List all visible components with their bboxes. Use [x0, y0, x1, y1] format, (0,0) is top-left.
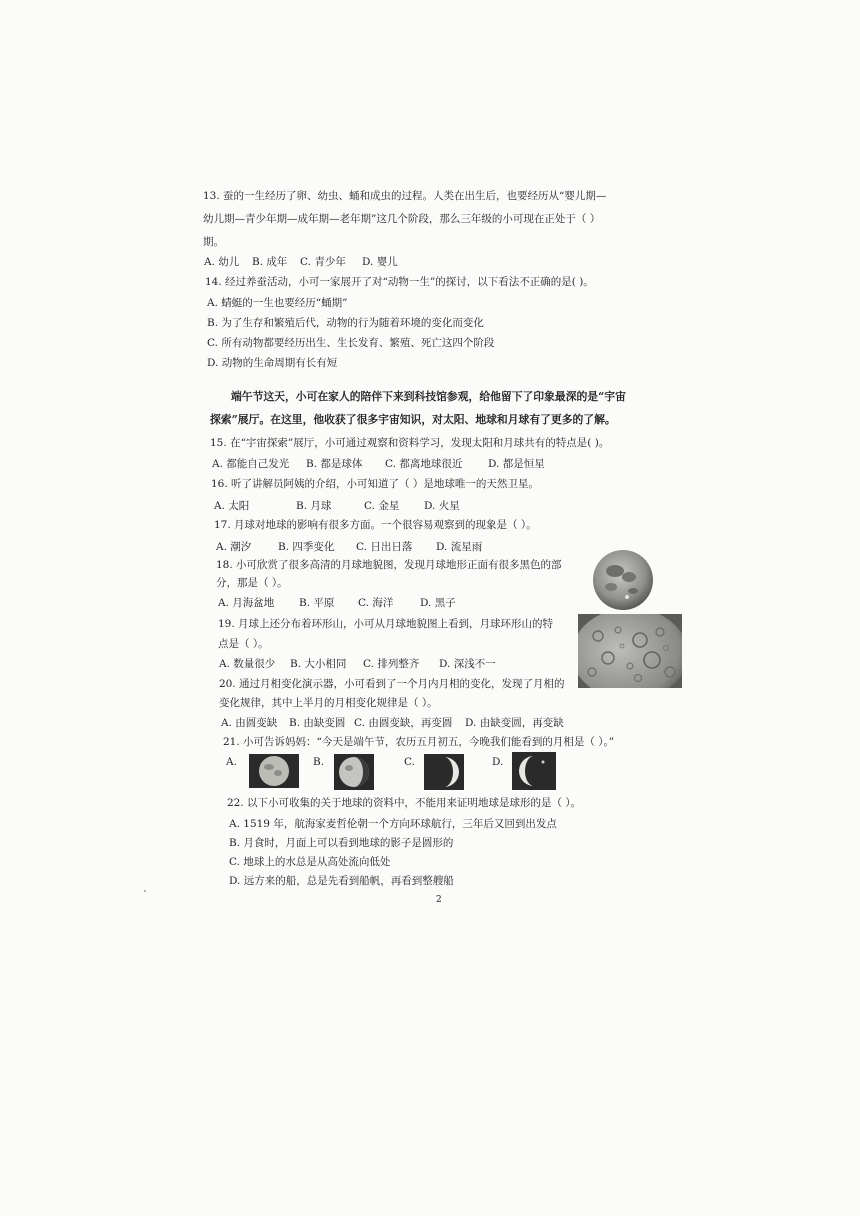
q17-stem: 17. 月球对地球的影响有很多方面。一个很容易观察到的现象是（ ）。: [214, 519, 537, 531]
moon-surface-photo: [589, 549, 657, 611]
q17-option-d: D. 流星雨: [436, 541, 483, 553]
q18-line1: 18. 小可欣赏了很多高清的月球地貌图，发现月球地形正面有很多黑色的部: [216, 559, 562, 571]
q22-option-c: C. 地球上的水总是从高处流向低处: [229, 856, 391, 868]
q15-option-c: C. 都离地球很近: [385, 458, 463, 470]
q15-option-b: B. 都是球体: [306, 458, 363, 470]
q14-option-b: B. 为了生存和繁殖后代，动物的行为随着环境的变化而变化: [207, 317, 484, 329]
q19-option-c: C. 排列整齐: [363, 658, 420, 670]
q21-option-a: A.: [226, 756, 237, 768]
q14-option-d: D. 动物的生命周期有长有短: [207, 357, 338, 369]
q14-option-a: A. 蜻蜓的一生也要经历“蛹期”: [207, 297, 348, 309]
q16-option-a: A. 太阳: [214, 500, 250, 512]
q19-option-d: D. 深浅不一: [439, 658, 496, 670]
q13-line2: 幼儿期—青少年期—成年期—老年期”这几个阶段，那么三年级的小可现在正处于（ ）: [203, 213, 601, 225]
q14-stem: 14. 经过养蚕活动，小可一家展开了对“动物一生”的探讨，以下看法不正确的是( )。: [205, 276, 594, 288]
q20-option-c: C. 由圆变缺，再变圆: [354, 717, 453, 729]
q18-line2: 分，那是（ ）。: [216, 577, 288, 589]
gibbous-moon-icon: [334, 754, 374, 790]
q16-option-b: B. 月球: [296, 500, 332, 512]
q19-line1: 19. 月球上还分布着环形山，小可从月球地貌图上看到，月球环形山的特: [218, 618, 554, 630]
q20-line2: 变化规律，其中上半月的月相变化规律是（ ）。: [219, 697, 438, 709]
q13-option-b: B. 成年: [252, 256, 288, 268]
q17-option-b: B. 四季变化: [278, 541, 335, 553]
q17-option-a: A. 潮汐: [216, 541, 252, 553]
intro-line2: 探索”展厅。在这里，他收获了很多宇宙知识，对太阳、地球和月球有了更多的了解。: [210, 413, 616, 426]
q17-option-c: C. 日出日落: [356, 541, 413, 553]
q20-option-a: A. 由圆变缺: [221, 717, 278, 729]
q21-stem: 21. 小可告诉妈妈：“今天是端午节，农历五月初五，今晚我们能看到的月相是（ ）。”: [223, 736, 615, 748]
q13-line1: 13. 蚕的一生经历了卵、幼虫、蛹和成虫的过程。人类在出生后，也要经历从“婴儿期—: [203, 190, 607, 202]
q13-line3: 期。: [203, 236, 224, 248]
q16-option-c: C. 金星: [364, 500, 400, 512]
q15-stem: 15. 在“宇宙探索”展厅，小可通过观察和资料学习，发现太阳和月球共有的特点是( )。: [210, 437, 610, 449]
q22-option-a: A. 1519 年，航海家麦哲伦朝一个方向环球航行，三年后又回到出发点: [229, 818, 557, 830]
q20-option-d: D. 由缺变圆，再变缺: [465, 717, 564, 729]
q13-option-d: D. 婴儿: [362, 256, 398, 268]
q16-stem: 16. 听了讲解员阿姨的介绍，小可知道了（ ）是地球唯一的天然卫星。: [211, 478, 539, 490]
q16-option-d: D. 火星: [424, 500, 460, 512]
q18-option-d: D. 黑子: [420, 597, 456, 609]
full-moon-icon: [249, 754, 299, 788]
q15-option-a: A. 都能自己发光: [212, 458, 290, 470]
q19-option-a: A. 数量很少: [219, 658, 276, 670]
page-number: 2: [436, 895, 442, 905]
q13-option-c: C. 青少年: [300, 256, 346, 268]
q21-option-b: B.: [313, 756, 325, 768]
q19-line2: 点是（ ）。: [218, 638, 269, 650]
q15-option-d: D. 都是恒星: [488, 458, 545, 470]
q14-option-c: C. 所有动物都要经历出生、生长发育、繁殖、死亡这四个阶段: [207, 337, 495, 349]
q22-stem: 22. 以下小可收集的关于地球的资料中，不能用来证明地球是球形的是（ ）。: [227, 797, 582, 809]
q18-option-a: A. 月海盆地: [218, 597, 275, 609]
waning-crescent-moon-icon: [512, 752, 556, 790]
q22-option-d: D. 远方来的船，总是先看到船帆，再看到整艘船: [229, 875, 454, 887]
q20-option-b: B. 由缺变圆: [289, 717, 346, 729]
intro-line1: 端午节这天，小可在家人的陪伴下来到科技馆参观，给他留下了印象最深的是“宇宙: [231, 390, 626, 403]
q18-option-b: B. 平原: [299, 597, 335, 609]
q21-option-d: D.: [492, 756, 504, 768]
q20-line1: 20. 通过月相变化演示器，小可看到了一个月内月相的变化，发现了月相的: [219, 678, 565, 690]
crescent-moon-icon: [424, 754, 464, 790]
q18-option-c: C. 海洋: [358, 597, 394, 609]
q13-option-a: A. 幼儿: [204, 256, 240, 268]
scan-speck: [144, 890, 146, 892]
q21-option-c: C.: [404, 756, 415, 768]
moon-crater-photo: [578, 614, 682, 688]
q19-option-b: B. 大小相同: [290, 658, 347, 670]
q22-option-b: B. 月食时，月面上可以看到地球的影子是圆形的: [229, 837, 454, 849]
